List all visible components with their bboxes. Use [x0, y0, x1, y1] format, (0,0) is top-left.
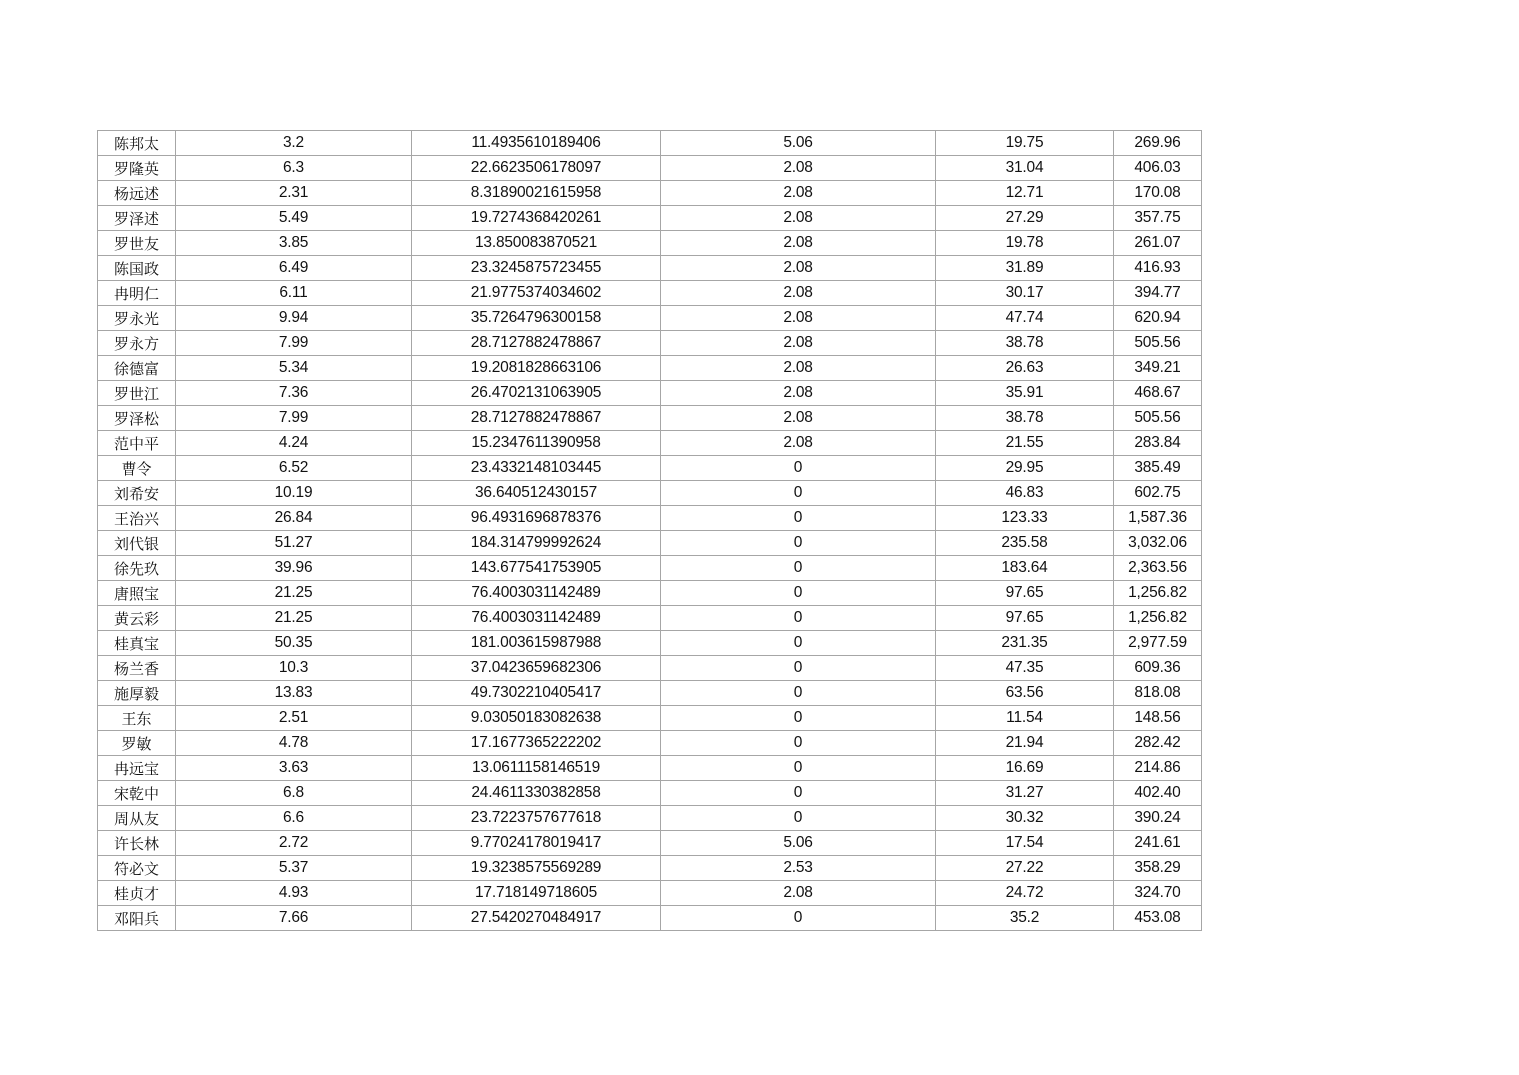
value-cell-3: 5.06 — [661, 831, 936, 856]
value-cell-1: 4.24 — [176, 431, 412, 456]
value-cell-4: 17.54 — [936, 831, 1114, 856]
value-cell-3: 0 — [661, 556, 936, 581]
value-cell-1: 10.3 — [176, 656, 412, 681]
value-cell-3: 0 — [661, 456, 936, 481]
name-cell: 陈邦太 — [98, 131, 176, 156]
table-row — [98, 406, 1202, 431]
value-cell-4: 19.75 — [936, 131, 1114, 156]
value-cell-3: 0 — [661, 681, 936, 706]
value-cell-1: 6.52 — [176, 456, 412, 481]
value-cell-2: 17.718149718605 — [412, 881, 661, 906]
table-row — [98, 531, 1202, 556]
name-cell: 刘代银 — [98, 531, 176, 556]
value-cell-1: 3.2 — [176, 131, 412, 156]
value-cell-3: 0 — [661, 731, 936, 756]
value-cell-4: 30.17 — [936, 281, 1114, 306]
total-cell: 416.93 — [1114, 256, 1202, 281]
name-cell: 桂真宝 — [98, 631, 176, 656]
total-cell: 2,977.59 — [1114, 631, 1202, 656]
value-cell-1: 26.84 — [176, 506, 412, 531]
name-cell: 冉明仁 — [98, 281, 176, 306]
value-cell-4: 31.04 — [936, 156, 1114, 181]
table-row — [98, 781, 1202, 806]
value-cell-4: 47.35 — [936, 656, 1114, 681]
table-row — [98, 806, 1202, 831]
name-cell: 杨兰香 — [98, 656, 176, 681]
name-cell: 罗永方 — [98, 331, 176, 356]
value-cell-3: 0 — [661, 781, 936, 806]
value-cell-4: 47.74 — [936, 306, 1114, 331]
total-cell: 358.29 — [1114, 856, 1202, 881]
value-cell-4: 30.32 — [936, 806, 1114, 831]
value-cell-1: 21.25 — [176, 606, 412, 631]
total-cell: 394.77 — [1114, 281, 1202, 306]
value-cell-4: 27.22 — [936, 856, 1114, 881]
name-cell: 徐德富 — [98, 356, 176, 381]
name-cell: 罗敏 — [98, 731, 176, 756]
name-cell: 刘希安 — [98, 481, 176, 506]
value-cell-2: 13.850083870521 — [412, 231, 661, 256]
value-cell-2: 19.3238575569289 — [412, 856, 661, 881]
value-cell-1: 4.93 — [176, 881, 412, 906]
value-cell-1: 7.66 — [176, 906, 412, 931]
total-cell: 1,587.36 — [1114, 506, 1202, 531]
value-cell-1: 6.49 — [176, 256, 412, 281]
name-cell: 施厚毅 — [98, 681, 176, 706]
value-cell-4: 35.2 — [936, 906, 1114, 931]
value-cell-3: 2.08 — [661, 281, 936, 306]
value-cell-4: 21.94 — [936, 731, 1114, 756]
total-cell: 170.08 — [1114, 181, 1202, 206]
value-cell-1: 5.34 — [176, 356, 412, 381]
total-cell: 1,256.82 — [1114, 606, 1202, 631]
value-cell-3: 0 — [661, 631, 936, 656]
table-row — [98, 656, 1202, 681]
value-cell-4: 24.72 — [936, 881, 1114, 906]
table-row — [98, 381, 1202, 406]
value-cell-1: 3.85 — [176, 231, 412, 256]
total-cell: 2,363.56 — [1114, 556, 1202, 581]
value-cell-1: 3.63 — [176, 756, 412, 781]
table-row — [98, 131, 1202, 156]
value-cell-1: 13.83 — [176, 681, 412, 706]
value-cell-2: 76.4003031142489 — [412, 606, 661, 631]
value-cell-1: 7.99 — [176, 331, 412, 356]
table-row — [98, 481, 1202, 506]
value-cell-4: 16.69 — [936, 756, 1114, 781]
total-cell: 390.24 — [1114, 806, 1202, 831]
total-cell: 1,256.82 — [1114, 581, 1202, 606]
value-cell-3: 0 — [661, 581, 936, 606]
total-cell: 3,032.06 — [1114, 531, 1202, 556]
value-cell-4: 46.83 — [936, 481, 1114, 506]
total-cell: 269.96 — [1114, 131, 1202, 156]
value-cell-1: 7.36 — [176, 381, 412, 406]
value-cell-4: 97.65 — [936, 581, 1114, 606]
value-cell-2: 27.5420270484917 — [412, 906, 661, 931]
value-cell-2: 181.003615987988 — [412, 631, 661, 656]
value-cell-2: 143.677541753905 — [412, 556, 661, 581]
table-row — [98, 206, 1202, 231]
value-cell-4: 38.78 — [936, 406, 1114, 431]
value-cell-3: 2.08 — [661, 256, 936, 281]
table-row — [98, 281, 1202, 306]
value-cell-2: 19.7274368420261 — [412, 206, 661, 231]
value-cell-1: 5.49 — [176, 206, 412, 231]
value-cell-3: 2.08 — [661, 181, 936, 206]
value-cell-1: 51.27 — [176, 531, 412, 556]
table-row — [98, 306, 1202, 331]
value-cell-2: 13.0611158146519 — [412, 756, 661, 781]
table-row — [98, 156, 1202, 181]
value-cell-3: 0 — [661, 806, 936, 831]
name-cell: 罗永光 — [98, 306, 176, 331]
value-cell-1: 50.35 — [176, 631, 412, 656]
value-cell-2: 28.7127882478867 — [412, 331, 661, 356]
value-cell-3: 0 — [661, 531, 936, 556]
value-cell-1: 6.6 — [176, 806, 412, 831]
table-row — [98, 556, 1202, 581]
value-cell-1: 6.3 — [176, 156, 412, 181]
value-cell-1: 2.31 — [176, 181, 412, 206]
value-cell-4: 123.33 — [936, 506, 1114, 531]
value-cell-4: 97.65 — [936, 606, 1114, 631]
name-cell: 曹令 — [98, 456, 176, 481]
value-cell-1: 39.96 — [176, 556, 412, 581]
value-cell-3: 2.53 — [661, 856, 936, 881]
value-cell-2: 8.31890021615958 — [412, 181, 661, 206]
total-cell: 453.08 — [1114, 906, 1202, 931]
value-cell-4: 63.56 — [936, 681, 1114, 706]
total-cell: 385.49 — [1114, 456, 1202, 481]
name-cell: 邓阳兵 — [98, 906, 176, 931]
value-cell-4: 27.29 — [936, 206, 1114, 231]
value-cell-3: 2.08 — [661, 431, 936, 456]
value-cell-4: 11.54 — [936, 706, 1114, 731]
table-row — [98, 506, 1202, 531]
value-cell-3: 0 — [661, 706, 936, 731]
value-cell-2: 28.7127882478867 — [412, 406, 661, 431]
table-row — [98, 256, 1202, 281]
value-cell-2: 76.4003031142489 — [412, 581, 661, 606]
table-body — [98, 131, 1202, 931]
value-cell-4: 21.55 — [936, 431, 1114, 456]
total-cell: 241.61 — [1114, 831, 1202, 856]
total-cell: 468.67 — [1114, 381, 1202, 406]
value-cell-2: 35.7264796300158 — [412, 306, 661, 331]
total-cell: 818.08 — [1114, 681, 1202, 706]
value-cell-1: 10.19 — [176, 481, 412, 506]
total-cell: 148.56 — [1114, 706, 1202, 731]
value-cell-1: 7.99 — [176, 406, 412, 431]
value-cell-1: 4.78 — [176, 731, 412, 756]
value-cell-2: 15.2347611390958 — [412, 431, 661, 456]
name-cell: 徐先玖 — [98, 556, 176, 581]
value-cell-2: 24.4611330382858 — [412, 781, 661, 806]
value-cell-4: 183.64 — [936, 556, 1114, 581]
value-cell-2: 37.0423659682306 — [412, 656, 661, 681]
name-cell: 符必文 — [98, 856, 176, 881]
data-table — [97, 130, 1202, 931]
name-cell: 周从友 — [98, 806, 176, 831]
value-cell-2: 21.9775374034602 — [412, 281, 661, 306]
value-cell-3: 5.06 — [661, 131, 936, 156]
name-cell: 罗世友 — [98, 231, 176, 256]
value-cell-3: 2.08 — [661, 881, 936, 906]
value-cell-4: 19.78 — [936, 231, 1114, 256]
value-cell-3: 2.08 — [661, 331, 936, 356]
table-row — [98, 606, 1202, 631]
value-cell-2: 23.4332148103445 — [412, 456, 661, 481]
table-row — [98, 181, 1202, 206]
value-cell-2: 17.1677365222202 — [412, 731, 661, 756]
total-cell: 609.36 — [1114, 656, 1202, 681]
value-cell-2: 19.2081828663106 — [412, 356, 661, 381]
name-cell: 黄云彩 — [98, 606, 176, 631]
value-cell-4: 31.89 — [936, 256, 1114, 281]
name-cell: 杨远述 — [98, 181, 176, 206]
value-cell-3: 0 — [661, 481, 936, 506]
name-cell: 罗世江 — [98, 381, 176, 406]
total-cell: 406.03 — [1114, 156, 1202, 181]
value-cell-2: 9.03050183082638 — [412, 706, 661, 731]
name-cell: 陈国政 — [98, 256, 176, 281]
total-cell: 283.84 — [1114, 431, 1202, 456]
total-cell: 620.94 — [1114, 306, 1202, 331]
value-cell-4: 26.63 — [936, 356, 1114, 381]
table-row — [98, 681, 1202, 706]
total-cell: 282.42 — [1114, 731, 1202, 756]
table-row — [98, 881, 1202, 906]
value-cell-4: 12.71 — [936, 181, 1114, 206]
value-cell-3: 0 — [661, 756, 936, 781]
value-cell-3: 2.08 — [661, 356, 936, 381]
total-cell: 402.40 — [1114, 781, 1202, 806]
name-cell: 罗泽松 — [98, 406, 176, 431]
value-cell-1: 6.11 — [176, 281, 412, 306]
value-cell-2: 23.3245875723455 — [412, 256, 661, 281]
value-cell-3: 0 — [661, 906, 936, 931]
value-cell-3: 0 — [661, 656, 936, 681]
value-cell-3: 2.08 — [661, 406, 936, 431]
name-cell: 王东 — [98, 706, 176, 731]
total-cell: 324.70 — [1114, 881, 1202, 906]
value-cell-3: 2.08 — [661, 156, 936, 181]
data-sheet — [97, 130, 1202, 931]
value-cell-4: 235.58 — [936, 531, 1114, 556]
value-cell-2: 26.4702131063905 — [412, 381, 661, 406]
value-cell-4: 29.95 — [936, 456, 1114, 481]
value-cell-2: 96.4931696878376 — [412, 506, 661, 531]
name-cell: 许长林 — [98, 831, 176, 856]
name-cell: 宋乾中 — [98, 781, 176, 806]
value-cell-2: 9.77024178019417 — [412, 831, 661, 856]
table-row — [98, 581, 1202, 606]
value-cell-4: 38.78 — [936, 331, 1114, 356]
name-cell: 罗隆英 — [98, 156, 176, 181]
value-cell-1: 2.72 — [176, 831, 412, 856]
table-row — [98, 456, 1202, 481]
value-cell-3: 0 — [661, 606, 936, 631]
total-cell: 505.56 — [1114, 331, 1202, 356]
name-cell: 桂贞才 — [98, 881, 176, 906]
table-row — [98, 906, 1202, 931]
total-cell: 602.75 — [1114, 481, 1202, 506]
value-cell-1: 9.94 — [176, 306, 412, 331]
value-cell-1: 21.25 — [176, 581, 412, 606]
total-cell: 261.07 — [1114, 231, 1202, 256]
table-row — [98, 631, 1202, 656]
value-cell-3: 2.08 — [661, 206, 936, 231]
value-cell-2: 23.7223757677618 — [412, 806, 661, 831]
value-cell-3: 2.08 — [661, 306, 936, 331]
table-row — [98, 731, 1202, 756]
value-cell-4: 231.35 — [936, 631, 1114, 656]
value-cell-2: 36.640512430157 — [412, 481, 661, 506]
table-row — [98, 431, 1202, 456]
table-row — [98, 856, 1202, 881]
value-cell-4: 31.27 — [936, 781, 1114, 806]
name-cell: 唐照宝 — [98, 581, 176, 606]
total-cell: 505.56 — [1114, 406, 1202, 431]
total-cell: 214.86 — [1114, 756, 1202, 781]
table-row — [98, 231, 1202, 256]
table-row — [98, 331, 1202, 356]
table-row — [98, 356, 1202, 381]
value-cell-1: 5.37 — [176, 856, 412, 881]
name-cell: 罗泽述 — [98, 206, 176, 231]
value-cell-2: 22.6623506178097 — [412, 156, 661, 181]
value-cell-2: 184.314799992624 — [412, 531, 661, 556]
total-cell: 349.21 — [1114, 356, 1202, 381]
value-cell-3: 2.08 — [661, 381, 936, 406]
value-cell-2: 49.7302210405417 — [412, 681, 661, 706]
table-row — [98, 756, 1202, 781]
value-cell-1: 2.51 — [176, 706, 412, 731]
table-row — [98, 831, 1202, 856]
name-cell: 冉远宝 — [98, 756, 176, 781]
value-cell-4: 35.91 — [936, 381, 1114, 406]
value-cell-3: 2.08 — [661, 231, 936, 256]
total-cell: 357.75 — [1114, 206, 1202, 231]
table-row — [98, 706, 1202, 731]
value-cell-2: 11.4935610189406 — [412, 131, 661, 156]
name-cell: 王治兴 — [98, 506, 176, 531]
name-cell: 范中平 — [98, 431, 176, 456]
value-cell-3: 0 — [661, 506, 936, 531]
value-cell-1: 6.8 — [176, 781, 412, 806]
